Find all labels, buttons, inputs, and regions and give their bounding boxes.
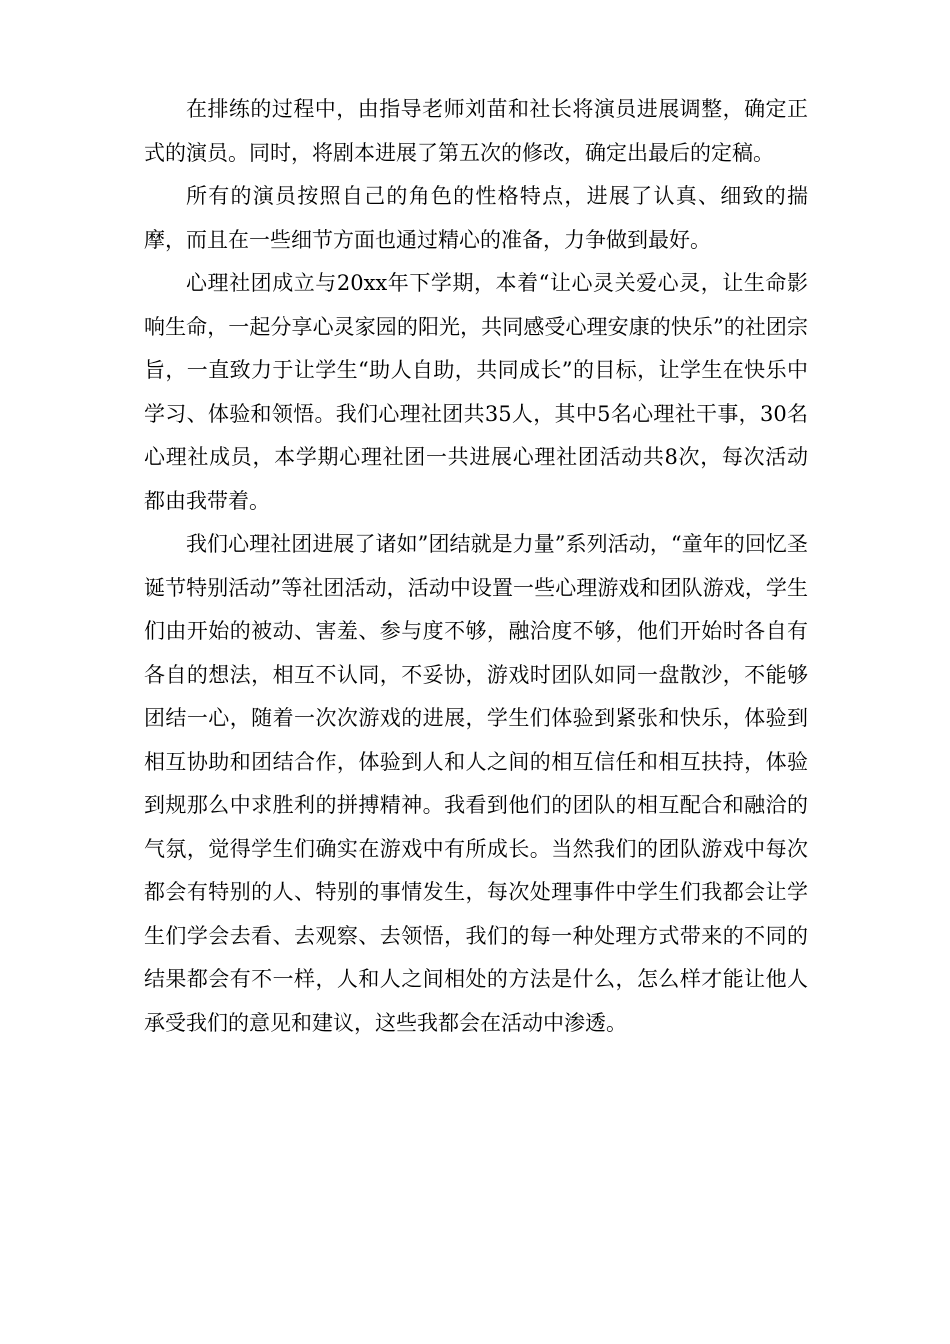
paragraph-club-activities: 我们心理社团进展了诸如”团结就是力量”系列活动，“童年的回忆圣诞节特别活动”等社团活动，活动中设置一些心理游戏和团队游戏，学生们由开始的被动、害羞、参与度不够，融洽度不够，他们开始时各自有各自的想法，相互不认同，不妥协，游戏时团队如同一盘散沙，不能够团结一心，随着一次次游戏的进展，学生们体验到紧张和快乐，体验到相互协助和团结合作，体验到人和人之间的相互信任和相互扶持，体验到规那么中求胜利的拼搏精神。我看到他们的团队的相互配合和融洽的气氛，觉得学生们确实在游戏中有所成长。当然我们的团队游戏中每次都会有特别的人、特别的事情发生，每次处理事件中学生们我都会让学生们学会去看、去观察、去领悟，我们的每一种处理方式带来的不同的结果都会有不一样，人和人之间相处的方法是什么，怎么样才能让他人承受我们的意见和建议，这些我都会在活动中渗透。 xyxy=(144,532,808,1035)
paragraph-actors: 所有的演员按照自己的角色的性格特点，进展了认真、细致的揣摩，而且在一些细节方面也通过精心的准备，力争做到最好。 xyxy=(144,184,808,252)
paragraph-club-intro: 心理社团成立与20xx年下学期，本着“让心灵关爱心灵，让生命影响生命，一起分享心灵家园的阳光，共同感受心理安康的快乐”的社团宗旨，一直致力于让学生“助人自助，共同成长”的目标，让学生在快乐中学习、体验和领悟。我们心理社团共35人，其中5名心理社干事，30名心理社成员，本学期心理社团一共进展心理社团活动共8次，每次活动都由我带着。 xyxy=(144,271,808,513)
paragraph-rehearsal: 在排练的过程中，由指导老师刘苗和社长将演员进展调整，确定正式的演员。同时，将剧本进展了第五次的修改，确定出最后的定稿。 xyxy=(144,97,808,165)
document-body xyxy=(144,88,808,1045)
